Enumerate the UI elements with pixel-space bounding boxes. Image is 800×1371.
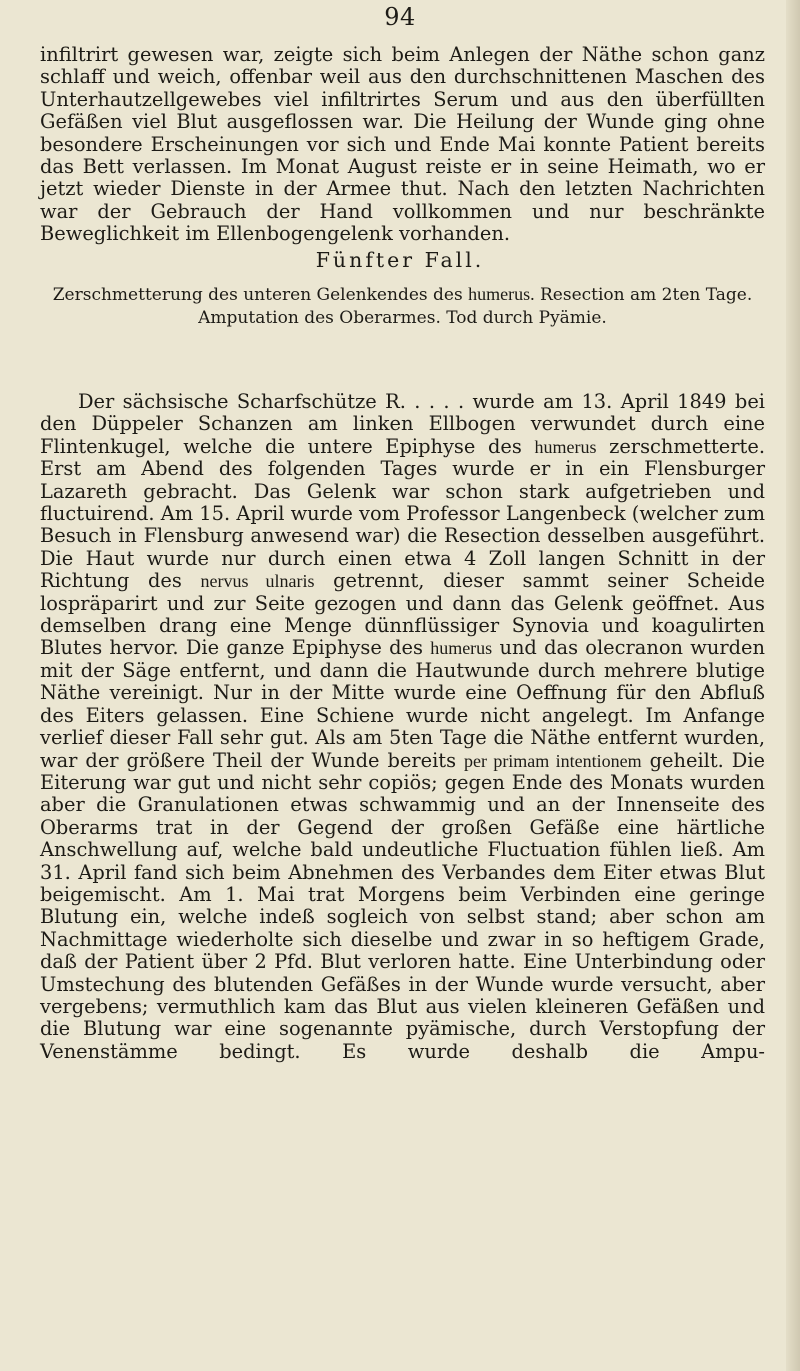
latin-term-humerus: humerus — [534, 436, 597, 457]
paragraph-2-text-4: und das olecranon wurden mit der Säge entfernt, und dann die Hautwunde durch mehrere blutige Näthe vereinigt. Nur in der Mitte wurde eine Oeffnung für den Abfluß des Eiters gelassen. Eine Schiene wurde nicht angelegt. Im Anfange verlief dieser Fall sehr gut. Als am 5ten Tage die Näthe entfernt wurden, war der größere Theil der Wunde bereits — [40, 636, 765, 772]
paragraph-2-text-1: Der sächsische Scharfschütze R. . . . . wurde am 13. April 1849 bei den Düppeler Schanzen am linken Ellbogen verwundet durch eine Flintenkugel, welche die untere Epiphyse des — [40, 390, 765, 458]
case-subheading-line-2: Amputation des Oberarmes. Tod durch Pyämie. — [198, 308, 607, 328]
paragraph-2-text-5: geheilt. Die Eiterung war gut und nicht sehr copiös; gegen Ende des Monats wurden aber die Granulationen etwas schwammig und an der Innenseite des Oberarms trat in der Gegend der großen Gefäße eine härtliche Anschwellung auf, welche bald undeutliche Fluctuation fühlen ließ. Am 31. April fand sich beim Abnehmen des Verbandes dem Eiter etwas Blut beigemischt. Am 1. Mai trat Morgens beim Verbinden eine geringe Blutung ein, welche indeß sogleich von selbst stand; aber schon am Nachmittage wiederholte sich dieselbe und zwar in so heftigem Grade, daß der Patient über 2 Pfd. Blut verloren hatte. Eine Unterbindung oder Umstechung des blutenden Gefäßes in der Wunde wurde versucht, aber vergebens; vermuthlich kam das Blut aus vielen kleineren Gefäßen und die Blutung war eine sogenannte pyämische, durch Verstopfung der Venenstämme bedingt. Es wurde deshalb die Ampu- — [40, 748, 766, 1063]
subheading-text-b: Resection am 2ten Tage. — [534, 285, 753, 305]
latin-term-nervus-ulnaris: nervus ulnaris — [200, 571, 315, 592]
paragraph-1: infiltrirt gewesen war, zeigte sich beim Anlegen der Näthe schon ganz schlaff und weich, offenbar weil aus den durchschnittenen Maschen des Unterhautzellgewebes viel infiltrirtes Serum und aus den überfüllten Gefäßen viel Blut ausgeflossen war. Die Heilung der Wunde ging ohne besondere Erscheinungen vor sich und Ende Mai konnte Patient bereits das Bett verlassen. Im Monat August reiste er in seine Heimath, wo er jetzt wieder Dienste in der Armee thut. Nach den letzten Nachrichten war der Gebrauch der Hand vollkommen und nur beschränkte Beweglichkeit im Ellenbogengelenk vorhanden. — [40, 43, 765, 246]
page-edge — [786, 0, 800, 1371]
latin-term-per-primam: per primam intentionem — [464, 750, 642, 771]
paragraph-continuation — [40, 44, 765, 246]
subheading-text-a: Zerschmetterung des unteren Gelenkendes des — [52, 285, 469, 305]
paragraph-2-text-3: getrennt, dieser sammt seiner Scheide lospräparirt und zur Seite gezogen und dann das Gelenk geöffnet. Aus demselben drang eine Menge dünnflüssiger Synovia und koagulirten Blutes hervor. Die ganze Epiphyse des — [40, 569, 765, 660]
paragraph-2 — [40, 391, 765, 1063]
paragraph-2-text-2: zerschmetterte. Erst am Abend des folgenden Tages wurde er in ein Flensburger Lazareth gebracht. Das Gelenk war schon stark aufgetrieben und fluctuirend. Am 15. April wurde vom Professor Langenbeck (welcher zum Besuch in Flensburg anwesend war) die Resection desselben ausgeführt. Die Haut wurde nur durch einen etwa 4 Zoll langen Schnitt in der Richtung des — [40, 434, 765, 593]
page-number: 94 — [384, 3, 416, 31]
subheading-latin-term: humerus. — [468, 284, 535, 304]
latin-term-humerus-2: humerus — [430, 638, 493, 659]
case-subheading-line-1 — [40, 282, 765, 307]
case-report-body — [40, 391, 765, 1063]
case-heading: Fünfter Fall. — [315, 248, 485, 272]
